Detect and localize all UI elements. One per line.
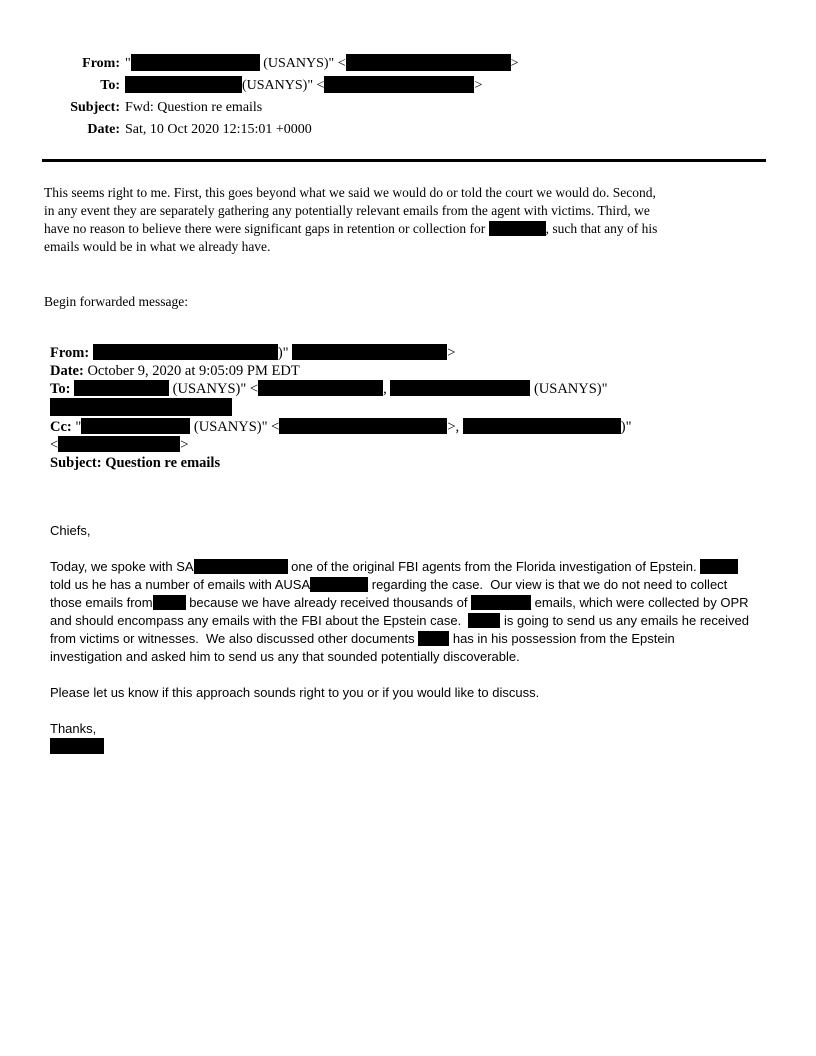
text-segment: , such that any of his xyxy=(545,221,658,236)
body-line xyxy=(50,576,816,594)
text-segment: " xyxy=(75,419,82,435)
text-segment: because we have already received thousands of xyxy=(185,595,472,610)
text-segment: , xyxy=(383,381,391,397)
redaction-box xyxy=(279,418,447,434)
email-header-rows xyxy=(44,53,519,141)
redaction-box xyxy=(50,738,104,754)
text-segment: > xyxy=(180,437,189,453)
text-segment: from victims or witnesses. We also discussed other documents xyxy=(50,631,419,646)
text-segment: Today, we spoke with SA xyxy=(50,559,194,574)
body-line xyxy=(44,238,816,256)
redaction-box xyxy=(700,559,738,574)
text-segment: those emails from xyxy=(50,595,153,610)
text-segment: (USANYS)" < xyxy=(190,419,280,435)
redaction-box xyxy=(468,613,500,628)
field-label: To: xyxy=(100,78,120,93)
text-segment: and should encompass any emails with the FBI about the Epstein case. xyxy=(50,613,469,628)
text-segment: > xyxy=(510,56,519,71)
body-line xyxy=(50,558,816,576)
header-divider xyxy=(42,159,766,162)
blank-line xyxy=(50,702,816,720)
body-line xyxy=(44,202,816,220)
redaction-box xyxy=(153,595,186,610)
text-segment: investigation and asked him to send us any that sounded potentially discoverable. xyxy=(50,649,520,664)
text-segment: emails, which were collected by OPR xyxy=(531,595,749,610)
text-segment: in any event they are separately gathering any potentially relevant emails from the agent with victims. Third, we xyxy=(44,203,650,218)
text-segment: has in his possession from the Epstein xyxy=(449,631,675,646)
redaction-box xyxy=(125,76,242,93)
text-segment: (USANYS)" xyxy=(530,381,608,397)
text-segment: told us he has a number of emails with AUSA xyxy=(50,577,311,592)
blank-line xyxy=(50,540,816,558)
text-segment: emails would be in what we already have. xyxy=(44,239,271,254)
body-line xyxy=(50,648,816,666)
header-field-line xyxy=(50,362,816,380)
redaction-box xyxy=(131,54,260,71)
text-segment: )" xyxy=(620,419,632,435)
text-segment: (USANYS)" < xyxy=(259,56,346,71)
header-field-row xyxy=(44,75,519,97)
body-line xyxy=(50,720,816,738)
header-field-line xyxy=(50,454,816,472)
field-label: Date: xyxy=(50,363,88,379)
header-field-row xyxy=(44,119,519,141)
redaction-box xyxy=(390,380,530,396)
forwarded-email-body xyxy=(50,522,816,756)
header-field-line xyxy=(50,398,816,418)
field-label: From: xyxy=(50,345,93,361)
redaction-box xyxy=(310,577,368,592)
field-label: Subject: xyxy=(50,455,106,471)
text-segment: )" xyxy=(277,345,293,361)
redaction-box xyxy=(346,54,511,71)
text-segment: Sat, 10 Oct 2020 12:15:01 +0000 xyxy=(125,122,312,137)
email-header xyxy=(44,53,519,141)
header-field-line xyxy=(50,344,816,362)
body-line xyxy=(50,630,816,648)
body-line xyxy=(50,522,816,540)
text-segment: (USANYS)" < xyxy=(169,381,259,397)
redaction-box xyxy=(292,344,447,360)
text-segment: > xyxy=(474,78,483,93)
text-segment: > xyxy=(447,345,456,361)
body-line xyxy=(50,684,816,702)
header-field-line xyxy=(50,418,816,436)
body-line xyxy=(44,220,816,238)
field-label: To: xyxy=(50,381,75,397)
text-segment: Fwd: Question re emails xyxy=(125,100,263,115)
text-segment: is going to send us any emails he received xyxy=(500,613,749,628)
redaction-box xyxy=(50,398,232,416)
text-segment: Thanks, xyxy=(50,721,97,736)
text-segment: This seems right to me. First, this goes beyond what we said we would do or told the court we would do. Second, xyxy=(44,185,656,200)
redaction-box xyxy=(489,221,546,236)
text-segment: October 9, 2020 at 9:05:09 PM EDT xyxy=(87,363,300,379)
field-label: From: xyxy=(82,56,120,71)
text-segment: " xyxy=(125,56,131,71)
blank-line xyxy=(50,666,816,684)
forward-notice: Begin forwarded message: xyxy=(44,294,188,309)
text-segment: have no reason to believe there were significant gaps in retention or collection for xyxy=(44,221,489,236)
field-value-bold xyxy=(105,455,220,471)
text-segment: Chiefs, xyxy=(50,523,91,538)
field-value xyxy=(120,119,519,141)
body-line xyxy=(50,612,816,630)
redaction-box xyxy=(324,76,474,93)
field-value xyxy=(120,53,519,75)
redaction-box xyxy=(463,418,621,434)
redaction-box xyxy=(258,380,383,396)
header-field-row xyxy=(44,53,519,75)
text-segment: Question re emails xyxy=(105,455,221,471)
field-value xyxy=(120,97,519,119)
redaction-box xyxy=(74,380,169,396)
body-line xyxy=(50,594,816,612)
redaction-box xyxy=(58,436,180,452)
redaction-box xyxy=(471,595,531,610)
text-segment: (USANYS)" < xyxy=(242,78,325,93)
body-line xyxy=(50,738,816,756)
header-field-line xyxy=(50,436,816,454)
field-value xyxy=(120,75,519,97)
field-label: Date: xyxy=(87,122,120,137)
text-segment: >, xyxy=(447,419,463,435)
body-line xyxy=(44,184,816,202)
text-segment: < xyxy=(50,437,59,453)
field-label: Cc: xyxy=(50,419,76,435)
field-label: Subject: xyxy=(70,100,120,115)
redaction-box xyxy=(93,344,278,360)
text-segment: one of the original FBI agents from the Florida investigation of Epstein. xyxy=(287,559,701,574)
text-segment: Please let us know if this approach sounds right to you or if you would like to discuss. xyxy=(50,685,540,700)
forwarded-email-header xyxy=(50,344,816,472)
email-body xyxy=(44,184,816,256)
header-field-row xyxy=(44,97,519,119)
redaction-box xyxy=(418,631,449,646)
text-segment: regarding the case. Our view is that we do not need to collect xyxy=(368,577,728,592)
redaction-box xyxy=(81,418,190,434)
redaction-box xyxy=(194,559,288,574)
header-field-line xyxy=(50,380,816,398)
